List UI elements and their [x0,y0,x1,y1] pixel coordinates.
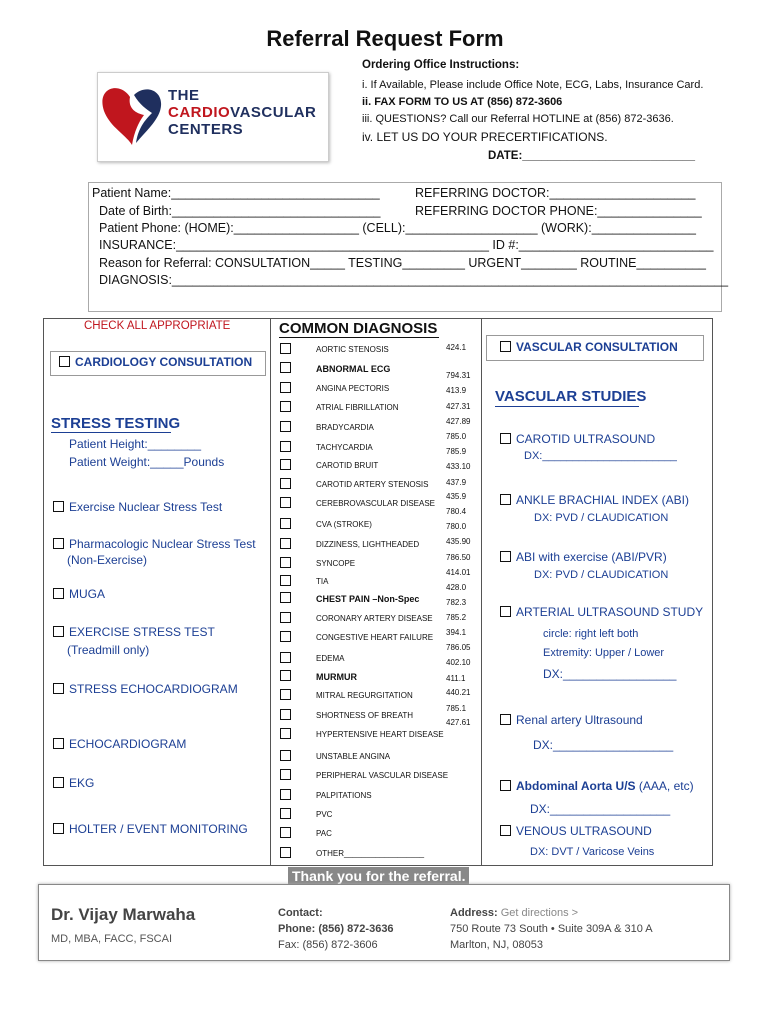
ekg-label: EKG [69,776,95,790]
logo-line3: CENTERS [168,121,244,138]
diagnosis-checkbox-icon[interactable] [280,382,291,393]
arterial-label: ARTERIAL ULTRASOUND STUDY [516,605,704,619]
table-bottom-border [43,865,713,866]
common-diagnosis-heading: COMMON DIAGNOSIS [279,320,438,337]
aorta-label: Abdominal Aorta U/S [516,779,636,793]
diagnosis-label: CORONARY ARTERY DISEASE [316,614,433,623]
exercise-stress-option[interactable] [53,625,215,639]
referring-phone-field[interactable]: REFERRING DOCTOR PHONE:_______________ [415,204,702,218]
icd-code: 433.10 [446,462,471,471]
checkbox-icon[interactable] [53,626,64,637]
checkbox-icon[interactable] [500,606,511,617]
diagnosis-checkbox-icon[interactable] [280,421,291,432]
stress-echo-label: STRESS ECHOCARDIOGRAM [69,682,238,696]
heart-logo-icon [100,83,166,151]
checkbox-icon[interactable] [500,551,511,562]
diagnosis-label: CEREBROVASCULAR DISEASE [316,499,435,508]
diagnosis-checkbox-icon[interactable] [280,362,291,373]
diagnosis-label: CAROTID BRUIT [316,461,379,470]
icd-code: 402.10 [446,658,471,667]
diagnosis-checkbox-icon[interactable] [280,709,291,720]
table-left-border [43,318,44,866]
diagnosis-label: CONGESTIVE HEART FAILURE [316,633,434,642]
stress-echo-option[interactable] [53,682,238,696]
diagnosis-checkbox-icon[interactable] [280,343,291,354]
icd-code: 782.3 [446,598,467,607]
diagnosis-label: SYNCOPE [316,559,356,568]
contact-phone[interactable]: Phone: (856) 872-3636 [278,923,394,935]
diagnosis-checkbox-icon[interactable] [280,750,291,761]
pharmacologic-option[interactable] [53,537,256,551]
checkbox-icon[interactable] [500,494,511,505]
vascular-studies-heading: VASCULAR STUDIES [495,388,647,405]
instruction-iii: iii. QUESTIONS? Call our Referral HOTLINE at (856) 872-3636. [362,113,674,125]
carotid-option[interactable] [500,432,655,446]
cardiology-consult-label: CARDIOLOGY CONSULTATION [75,355,253,369]
venous-option[interactable] [500,824,652,838]
logo-cardio: CARDIO [168,104,231,121]
diagnosis-checkbox-icon[interactable] [280,497,291,508]
icd-code: 785.2 [446,613,467,622]
icd-code: 414.01 [446,568,471,577]
diagnosis-label: PVC [316,810,333,819]
diagnosis-label: ATRIAL FIBRILLATION [316,403,399,412]
vascular-studies-underline [495,406,639,407]
diagnosis-checkbox-icon[interactable] [280,808,291,819]
echo-label: ECHOCARDIOGRAM [69,737,187,751]
icd-code: 427.89 [446,417,471,426]
checkbox-icon[interactable] [500,780,511,791]
table-top-border [43,318,713,319]
diagnosis-checkbox-icon[interactable] [280,612,291,623]
checkbox-icon[interactable] [53,777,64,788]
diagnosis-label: TIA [316,577,329,586]
diagnosis-checkbox-icon[interactable] [280,631,291,642]
icd-code: 785.1 [446,704,467,713]
checkbox-icon[interactable] [53,538,64,549]
arterial-extremity: Extremity: Upper / Lower [543,647,665,659]
referring-doctor-field[interactable]: REFERRING DOCTOR:_____________________ [415,186,696,200]
thank-you-banner: Thank you for the referral. [288,867,469,885]
checkbox-icon[interactable] [500,341,511,352]
diagnosis-label: DIZZINESS, LIGHTHEADED [316,540,420,549]
icd-code: 786.05 [446,643,471,652]
diagnosis-checkbox-icon[interactable] [280,478,291,489]
icd-code: 780.0 [446,522,467,531]
stress-testing-underline [51,432,171,433]
diagnosis-label: EDEMA [316,654,345,663]
insurance-field[interactable]: INSURANCE:_____________________________________________ ID #:____________________________ [99,238,714,252]
diagnosis-checkbox-icon[interactable] [280,827,291,838]
diagnosis-checkbox-icon[interactable] [280,557,291,568]
venous-label: VENOUS ULTRASOUND [516,824,652,838]
patient-name-field[interactable]: Patient Name:______________________________ [92,186,380,200]
diagnosis-checkbox-icon[interactable] [280,538,291,549]
diagnosis-checkbox-icon[interactable] [280,401,291,412]
checkbox-icon[interactable] [500,825,511,836]
aorta-suffix: (AAA, etc) [638,779,694,793]
diagnosis-label: PALPITATIONS [316,791,372,800]
instruction-iv: iv. LET US DO YOUR PRECERTIFICATIONS. [362,130,608,144]
icd-code: 427.61 [446,718,471,727]
icd-code: 413.9 [446,386,467,395]
instruction-i: i. If Available, Please include Office Note, ECG, Labs, Insurance Card. [362,79,704,91]
doctor-name: Dr. Vijay Marwaha [51,905,196,924]
icd-code: 427.31 [446,402,471,411]
arterial-option[interactable] [500,605,703,619]
venous-dx: DX: DVT / Varicose Veins [530,846,655,858]
checkbox-icon[interactable] [53,823,64,834]
patient-phone-field[interactable]: Patient Phone: (HOME):__________________ (CELL):___________________ (WORK):_______________ [99,221,696,235]
diagnosis-label: UNSTABLE ANGINA [316,752,391,761]
exercise-nuclear-option[interactable] [53,500,222,514]
icd-code: 411.1 [446,674,466,683]
abi-exercise-label: ABI with exercise (ABI/PVR) [516,550,667,564]
address-line-top [450,907,578,919]
doctor-credentials: MD, MBA, FACC, FSCAI [51,933,173,945]
checkbox-icon[interactable] [500,714,511,725]
instructions-heading: Ordering Office Instructions: [362,59,520,71]
diagnosis-label: CVA (STROKE) [316,520,372,529]
diagnosis-label: AORTIC STENOSIS [316,345,389,354]
logo [97,72,329,162]
logo-vascular: VASCULAR [230,104,317,121]
diagnosis-checkbox-icon[interactable] [280,652,291,663]
renal-dx-field[interactable]: DX:__________________ [533,738,674,752]
icd-code: 435.90 [446,537,471,546]
table-right-border [712,318,713,866]
contact-fax: Fax: (856) 872-3606 [278,939,378,951]
checkbox-icon[interactable] [53,683,64,694]
ekg-option[interactable] [53,776,94,790]
logo-line1: THE [168,87,200,104]
stress-testing-heading: STRESS TESTING [51,415,181,432]
form-title: Referral Request Form [266,26,504,51]
diagnosis-checkbox-icon[interactable] [280,769,291,780]
diagnosis-checkbox-icon[interactable] [280,728,291,739]
icd-code: 794.31 [446,371,471,380]
cardiology-consult-option[interactable] [59,355,252,369]
exercise-nuclear-label: Exercise Nuclear Stress Test [69,500,223,514]
abi-option[interactable] [500,493,689,507]
renal-label: Renal artery Ultrasound [516,713,643,727]
carotid-dx-field[interactable]: DX:______________________ [524,450,677,462]
diagnosis-label: SHORTNESS OF BREATH [316,711,414,720]
address-line-1: 750 Route 73 South • Suite 309A & 310 A [450,923,653,935]
holter-label: HOLTER / EVENT MONITORING [69,822,248,836]
diagnosis-field[interactable]: DIAGNOSIS:________________________________________________________________________________ [99,273,729,287]
diagnosis-label: CHEST PAIN –Non-Spec [316,594,420,604]
common-diagnosis-underline [279,337,439,338]
contact-label: Contact: [278,907,323,919]
icd-code: 435.9 [446,492,467,501]
diagnosis-checkbox-icon[interactable] [280,592,291,603]
icd-code: 437.9 [446,478,467,487]
diagnosis-label: MITRAL REGURGITATION [316,691,413,700]
abi-exercise-dx: DX: PVD / CLAUDICATION [534,569,669,581]
diagnosis-label: OTHER__________________ [316,849,425,858]
diagnosis-checkbox-icon[interactable] [280,441,291,452]
instruction-ii: ii. FAX FORM TO US AT (856) 872-3606 [362,96,563,108]
diagnosis-checkbox-icon[interactable] [280,575,291,586]
address-line-2: Marlton, NJ, 08053 [450,939,543,951]
dob-field[interactable]: Date of Birth:______________________________ [99,204,381,218]
treadmill-label: (Treadmill only) [67,643,150,657]
diagnosis-label: MURMUR [316,672,357,682]
date-field[interactable]: DATE:___________________________ [488,150,695,162]
reason-field[interactable]: Reason for Referral: CONSULTATION_____ TESTING_________ URGENT________ ROUTINE__________ [99,256,707,270]
muga-label: MUGA [69,587,105,601]
aorta-dx-field[interactable]: DX:__________________ [530,802,671,816]
diagnosis-checkbox-icon[interactable] [280,459,291,470]
diagnosis-checkbox-icon[interactable] [280,789,291,800]
muga-option[interactable] [53,587,105,601]
icd-code: 440.21 [446,688,471,697]
icd-code: 785.9 [446,447,467,456]
diagnosis-checkbox-icon[interactable] [280,689,291,700]
diagnosis-label: ABNORMAL ECG [316,364,391,374]
column-divider-left [270,318,271,866]
arterial-dx-field[interactable]: DX:_________________ [543,667,677,681]
diagnosis-label: CAROTID ARTERY STENOSIS [316,480,429,489]
address-label: Address: [450,907,498,919]
diagnosis-label: HYPERTENSIVE HEART DISEASE [316,730,444,739]
aorta-option[interactable] [500,779,694,793]
pharmacologic-label: Pharmacologic Nuclear Stress Test [69,537,256,551]
abi-exercise-option[interactable] [500,550,667,564]
icd-code: 780.4 [446,507,467,516]
checkbox-icon[interactable] [53,501,64,512]
carotid-label: CAROTID ULTRASOUND [516,432,656,446]
diagnosis-label: TACHYCARDIA [316,443,373,452]
icd-code: 428.0 [446,583,467,592]
diagnosis-label: PAC [316,829,332,838]
exercise-stress-label: EXERCISE STRESS TEST [69,625,215,639]
icd-code: 785.0 [446,432,467,441]
diagnosis-checkbox-icon[interactable] [280,518,291,529]
non-exercise-label: (Non-Exercise) [67,553,148,567]
arterial-circle: circle: right left both [543,628,639,640]
column-divider-right [481,318,482,866]
vascular-consult-option[interactable] [500,340,678,354]
check-all-label: CHECK ALL APPROPRIATE [84,320,231,332]
icd-code: 424.1 [446,343,467,352]
abi-dx: DX: PVD / CLAUDICATION [534,512,669,524]
get-directions-link[interactable]: Get directions > [500,907,579,919]
checkbox-icon[interactable] [500,433,511,444]
diagnosis-checkbox-icon[interactable] [280,847,291,858]
abi-label: ANKLE BRACHIAL INDEX (ABI) [516,493,689,507]
checkbox-icon[interactable] [59,356,70,367]
doctor-card [38,884,730,961]
icd-code: 394.1 [446,628,467,637]
checkbox-icon[interactable] [53,738,64,749]
icd-code: 786.50 [446,553,471,562]
holter-option[interactable] [53,822,248,836]
diagnosis-checkbox-icon[interactable] [280,670,291,681]
renal-option[interactable] [500,713,643,727]
patient-height-field[interactable]: Patient Height:________ [69,437,202,451]
vascular-consult-label: VASCULAR CONSULTATION [516,340,678,354]
diagnosis-label: BRADYCARDIA [316,423,374,432]
diagnosis-label: PERIPHERAL VASCULAR DISEASE [316,771,449,780]
patient-weight-field[interactable]: Patient Weight:_____Pounds [69,455,225,469]
echo-option[interactable] [53,737,186,751]
diagnosis-label: ANGINA PECTORIS [316,384,390,393]
checkbox-icon[interactable] [53,588,64,599]
